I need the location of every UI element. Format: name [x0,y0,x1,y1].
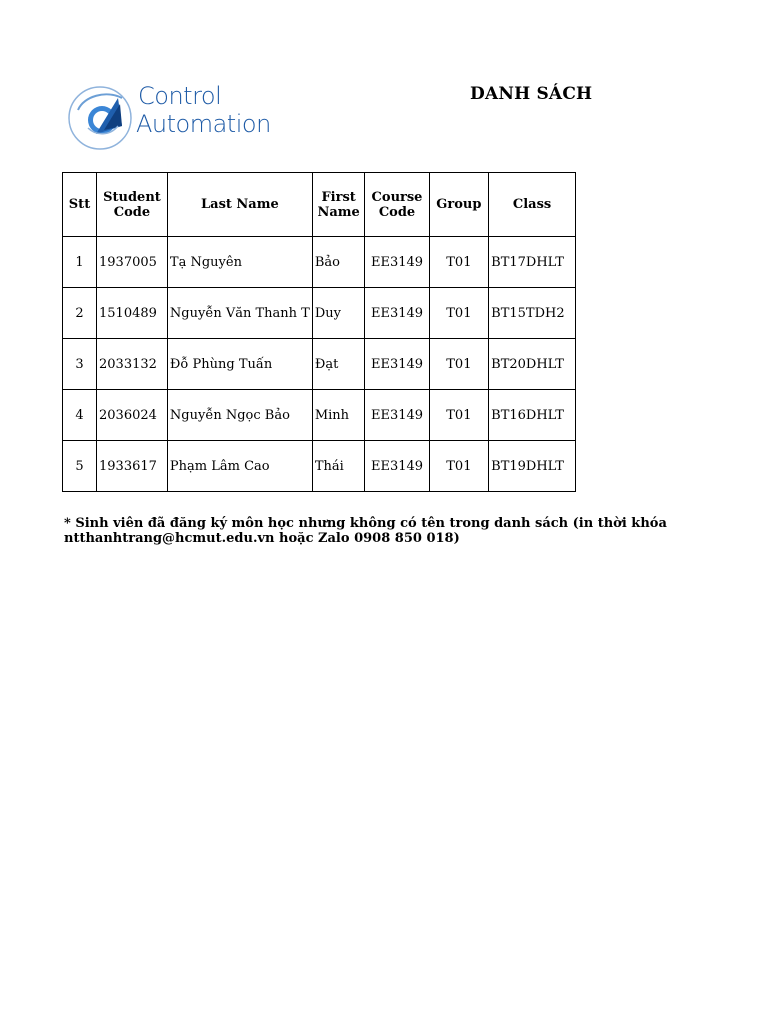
cell-stt: 2 [63,288,97,339]
cell-group: T01 [429,441,489,492]
logo-line-control: Control [138,82,222,110]
cell-class: BT20DHLT [489,339,576,390]
cell-last-name: Nguyễn Văn Thanh T [167,288,312,339]
table-row [63,288,576,339]
header-first-name [312,173,365,237]
cell-first-name: Duy [312,288,365,339]
cell-course-code: EE3149 [365,237,429,288]
cell-class: BT15TDH2 [489,288,576,339]
cell-last-name: Tạ Nguyên [167,237,312,288]
cell-group: T01 [429,339,489,390]
header-group: Group [429,173,489,237]
footnote [64,516,667,546]
cell-class: BT19DHLT [489,441,576,492]
table-header-row [63,173,576,237]
cell-group: T01 [429,390,489,441]
cell-first-name: Minh [312,390,365,441]
cell-course-code: EE3149 [365,441,429,492]
cell-first-name: Thái [312,441,365,492]
student-roster-table [62,172,576,492]
cell-student-code: 1937005 [97,237,168,288]
cell-course-code: EE3149 [365,339,429,390]
logo-line-automation: Automation [136,110,271,138]
cell-stt: 4 [63,390,97,441]
header-course-code-line1: Course [371,189,423,205]
document-title: DANH SÁCH [470,84,593,104]
cell-course-code: EE3149 [365,390,429,441]
logo-wordmark [138,84,271,136]
header-student-code-line1: Student [103,189,161,205]
cell-group: T01 [429,237,489,288]
cell-class: BT16DHLT [489,390,576,441]
table-row [63,339,576,390]
logo-emblem-icon [66,82,138,154]
header-last-name: Last Name [167,173,312,237]
footnote-line2: ntthanhtrang@hcmut.edu.vn hoặc Zalo 0908 850 018) [64,531,460,546]
header-first-name-line2: Name [317,204,360,220]
cell-last-name: Đỗ Phùng Tuấn [167,339,312,390]
cell-student-code: 1510489 [97,288,168,339]
cell-group: T01 [429,288,489,339]
cell-first-name: Đạt [312,339,365,390]
cell-student-code: 2033132 [97,339,168,390]
cell-student-code: 2036024 [97,390,168,441]
header-student-code-line2: Code [113,204,151,220]
cell-class: BT17DHLT [489,237,576,288]
table-row [63,441,576,492]
table-row [63,237,576,288]
cell-last-name: Phạm Lâm Cao [167,441,312,492]
cell-last-name: Nguyễn Ngọc Bảo [167,390,312,441]
header-class: Class [489,173,576,237]
header-course-code-line2: Code [378,204,416,220]
cell-course-code: EE3149 [365,288,429,339]
cell-stt: 5 [63,441,97,492]
control-automation-logo [66,82,271,156]
cell-student-code: 1933617 [97,441,168,492]
cell-stt: 1 [63,237,97,288]
header-stt: Stt [63,173,97,237]
cell-first-name: Bảo [312,237,365,288]
footnote-line1: * Sinh viên đã đăng ký môn học nhưng không có tên trong danh sách (in thời khóa [64,516,667,531]
header-student-code [97,173,168,237]
cell-stt: 3 [63,339,97,390]
table-row [63,390,576,441]
header-first-name-line1: First [321,189,356,205]
header-course-code [365,173,429,237]
